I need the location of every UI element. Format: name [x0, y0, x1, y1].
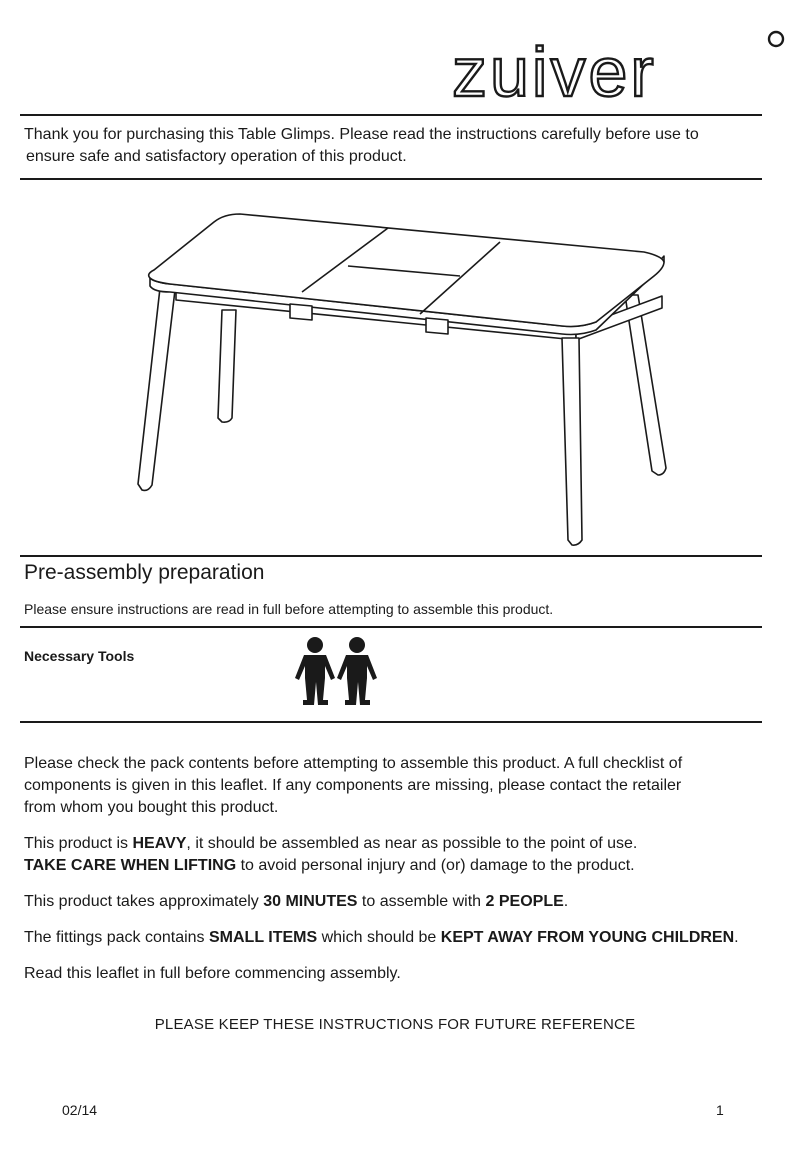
duration-text-e: . — [563, 893, 569, 910]
small-items-text-e: . — [734, 929, 739, 946]
section-note: Please ensure instructions are read in full before attempting to assemble this product. — [24, 601, 554, 617]
small-items-emphasis: SMALL ITEMS — [208, 929, 318, 946]
pack-contents-line-2: components is given in this leaflet. If any components are missing, please contact the retailer — [24, 777, 682, 794]
duration-text-c: to assemble with — [357, 893, 486, 910]
small-items-text-a: The fittings pack contains — [24, 929, 209, 946]
lifting-text: to avoid personal injury and (or) damage to the product. — [236, 857, 635, 874]
ring-icon — [769, 32, 783, 46]
people-emphasis: 2 PEOPLE — [485, 893, 564, 910]
keep-instructions-notice: PLEASE KEEP THESE INSTRUCTIONS FOR FUTURE REFERENCE — [154, 1016, 636, 1033]
footer-date: 02/14 — [62, 1102, 98, 1118]
children-emphasis: KEPT AWAY FROM YOUNG CHILDREN — [440, 929, 735, 946]
duration-text-a: This product takes approximately — [24, 893, 264, 910]
brand-logo-text: zuiver — [452, 33, 657, 110]
heavy-text-c: , it should be assembled as near as possible to the point of use. — [186, 835, 638, 852]
pack-contents-paragraph — [24, 753, 794, 819]
tools-rule — [20, 721, 762, 723]
lifting-emphasis: TAKE CARE WHEN LIFTING — [24, 857, 237, 874]
intro-rule — [20, 178, 762, 180]
intro-line-2: ensure safe and satisfactory operation of this product. — [26, 148, 407, 165]
page-number: 1 — [716, 1102, 724, 1118]
instructions-body — [24, 753, 794, 999]
extendable-table-icon — [130, 200, 670, 550]
small-items-paragraph — [24, 927, 794, 949]
read-leaflet-paragraph: Read this leaflet in full before commencing assembly. — [24, 965, 401, 982]
heavy-paragraph — [24, 833, 794, 877]
intro-line-1: Thank you for purchasing this Table Glimps. Please read the instructions carefully before use to — [24, 126, 699, 143]
necessary-tools-label: Necessary Tools — [24, 648, 135, 664]
top-rule — [20, 114, 762, 116]
pack-contents-line-1: Please check the pack contents before attempting to assemble this product. A full checklist of — [24, 755, 683, 772]
preparation-rule — [20, 626, 762, 628]
illustration-rule — [20, 555, 762, 557]
heavy-text-a: This product is — [24, 835, 133, 852]
duration-emphasis: 30 MINUTES — [263, 893, 358, 910]
section-title: Pre-assembly preparation — [24, 561, 265, 584]
heavy-emphasis: HEAVY — [132, 835, 187, 852]
two-people-icon — [295, 636, 379, 706]
pack-contents-line-3: from whom you bought this product. — [24, 799, 279, 816]
brand-logo — [452, 30, 792, 110]
duration-paragraph — [24, 891, 794, 913]
intro-text — [24, 124, 764, 168]
small-items-text-c: which should be — [317, 929, 441, 946]
